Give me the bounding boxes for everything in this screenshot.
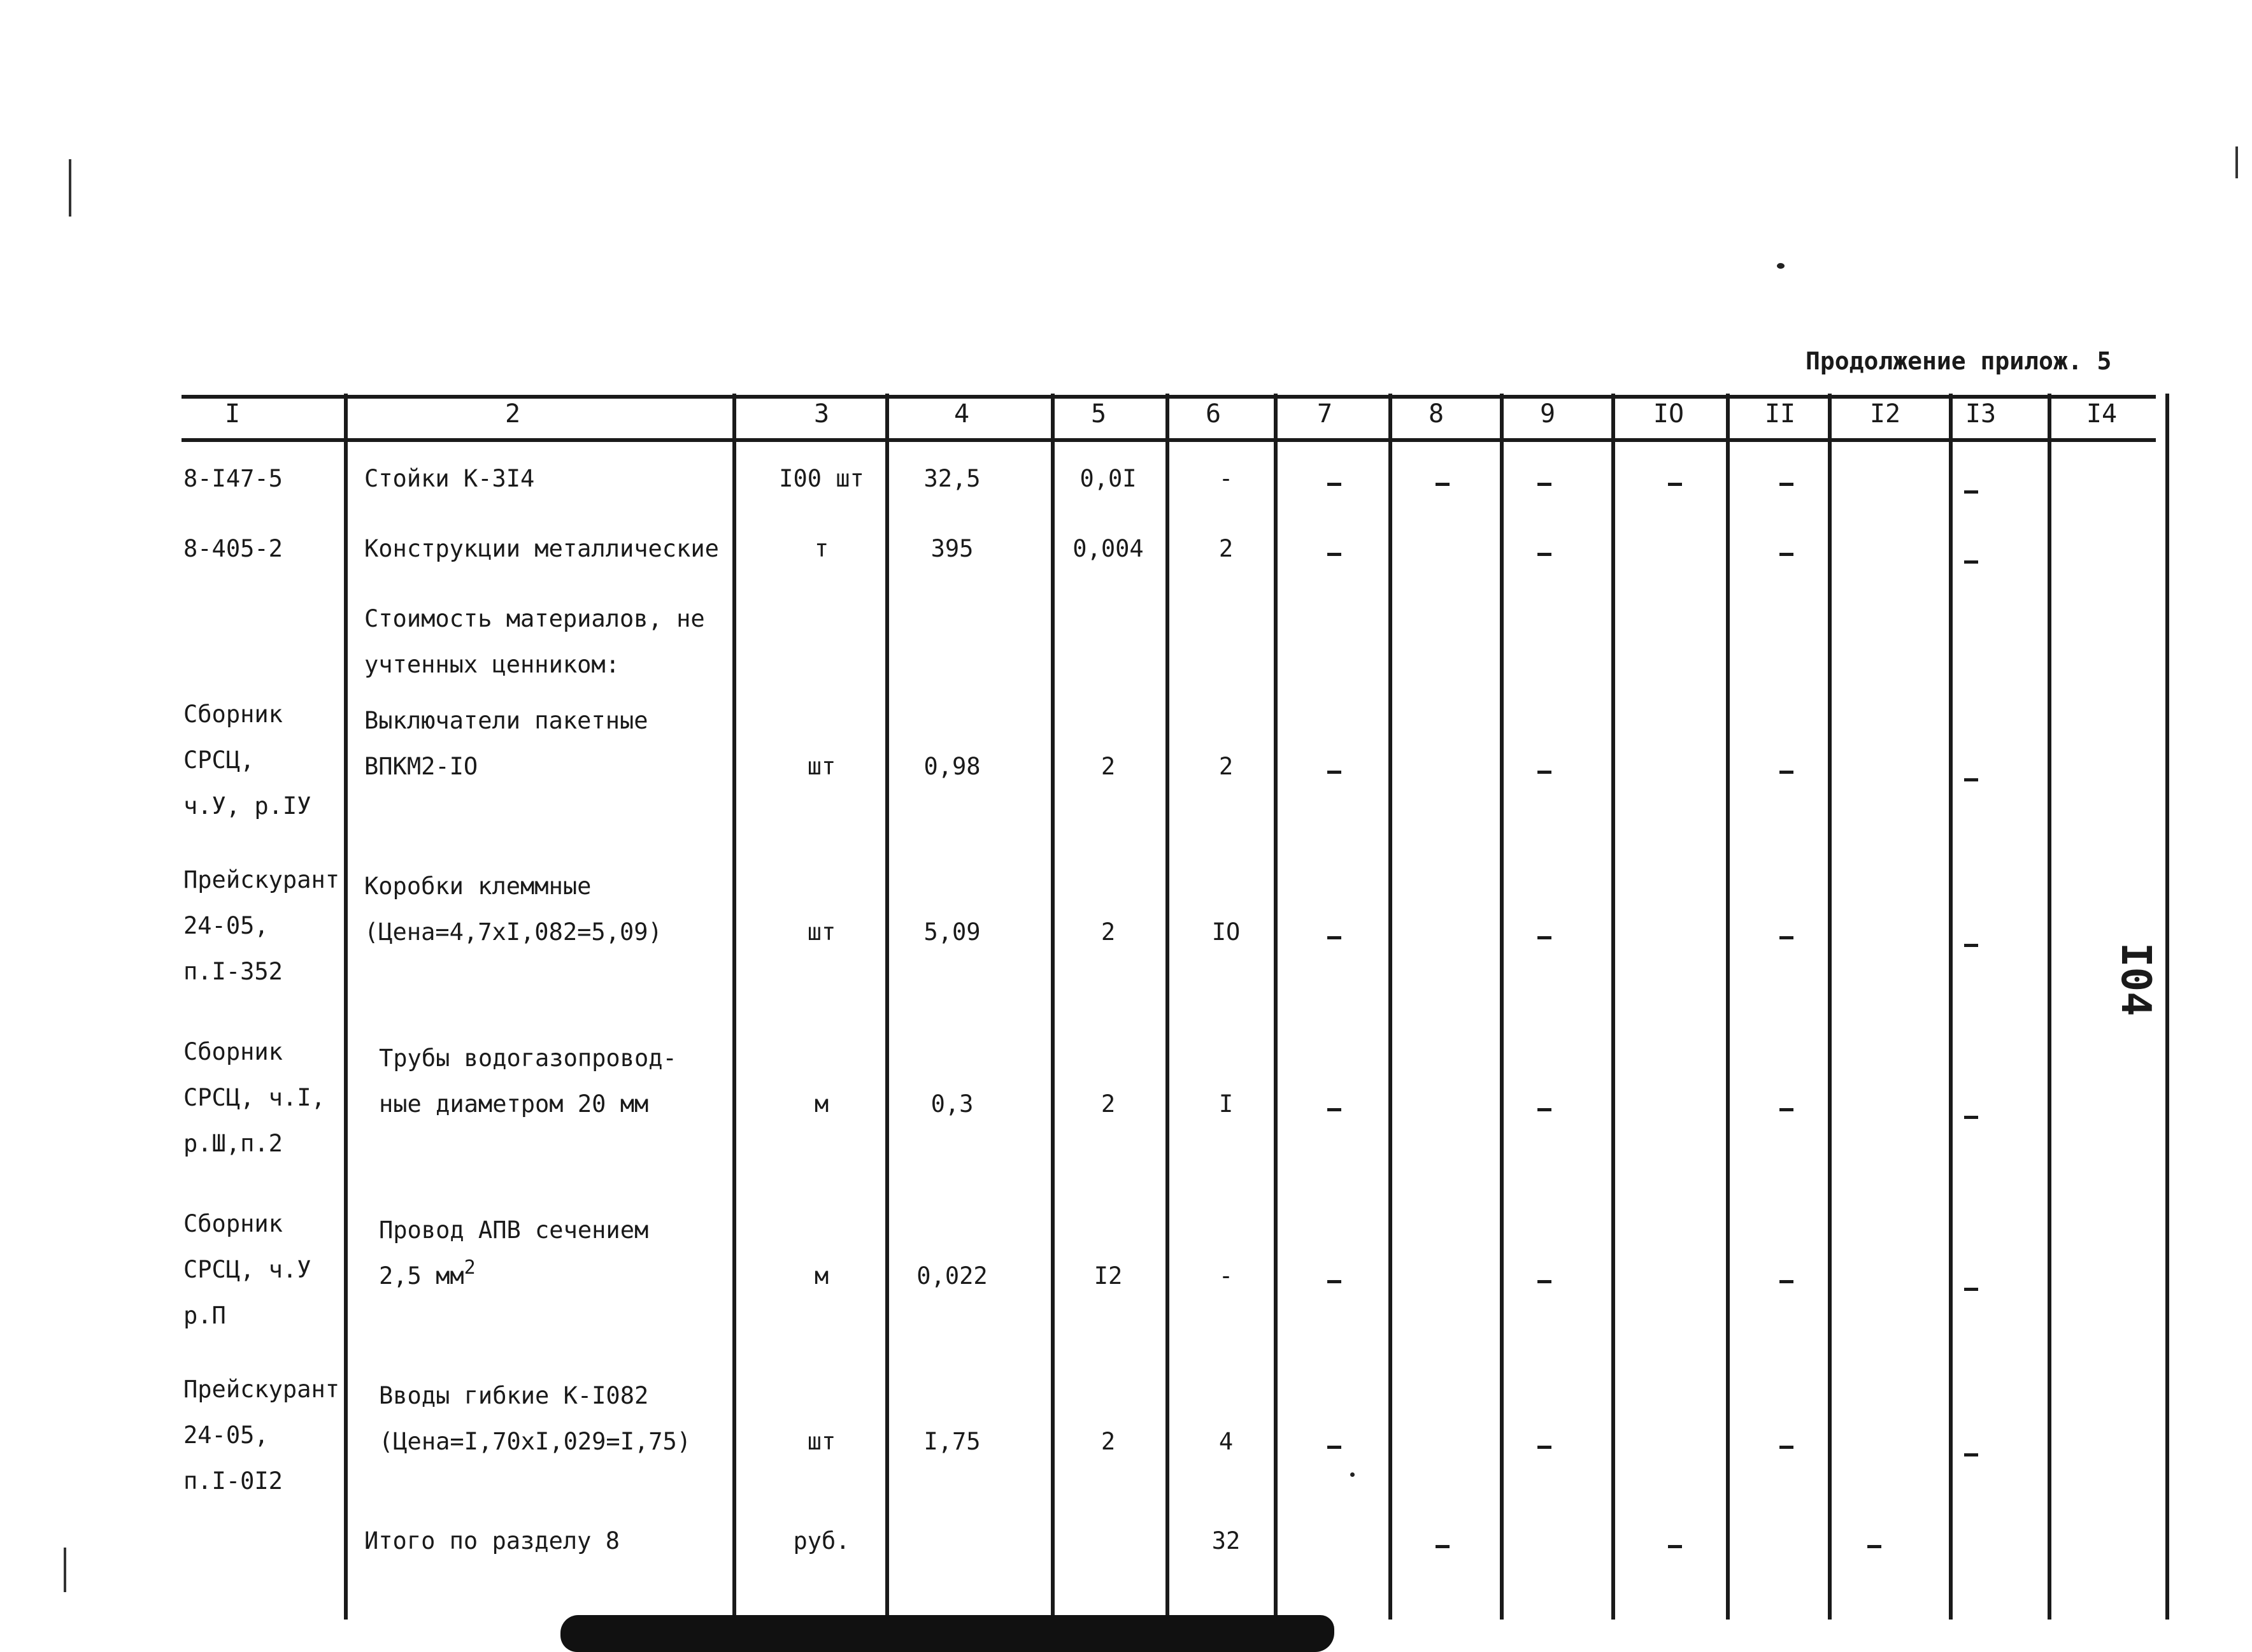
empty-dash	[1327, 553, 1341, 556]
column-header: II	[1764, 399, 1796, 429]
row-name: Провод АПВ сечением	[379, 1216, 649, 1244]
empty-dash	[1327, 1280, 1341, 1283]
row-name: учтенных ценником:	[364, 651, 620, 678]
column-rule	[732, 394, 736, 1620]
empty-dash	[1779, 936, 1793, 939]
row-name: Трубы водогазопровод-	[379, 1044, 677, 1072]
column-header: 2	[504, 399, 521, 429]
empty-dash	[1779, 1446, 1793, 1449]
empty-dash	[1964, 1116, 1978, 1119]
page-number: I04	[2112, 943, 2159, 1016]
row-unit: т	[814, 535, 829, 562]
column-rule	[1611, 394, 1615, 1620]
row-code: СРСЦ, ч.У	[183, 1256, 311, 1283]
column-rule	[2165, 394, 2169, 1620]
row-price: 5,09	[923, 918, 981, 946]
row-code: Сборник	[183, 701, 283, 728]
column-rule	[2048, 394, 2051, 1620]
row-code: СРСЦ,	[183, 746, 255, 774]
row-code: р.Ш,п.2	[183, 1130, 283, 1157]
row-c6: I	[1218, 1090, 1234, 1118]
row-c6: IO	[1211, 918, 1241, 946]
column-rule	[1388, 394, 1392, 1620]
empty-dash	[1867, 1545, 1881, 1548]
column-rule	[1726, 394, 1730, 1620]
column-header: I2	[1869, 399, 1901, 429]
column-header: 7	[1316, 399, 1333, 429]
row-name: ные диаметром 20 мм	[379, 1090, 649, 1118]
row-c5: 2	[1101, 1090, 1116, 1118]
row-c6: 2	[1218, 535, 1234, 562]
column-rule	[1500, 394, 1504, 1620]
row-name: Стоимость материалов, не	[364, 605, 705, 632]
row-code: р.П	[183, 1302, 226, 1329]
row-c6: -	[1218, 465, 1234, 492]
row-c5: 2	[1101, 1428, 1116, 1455]
page-title: Продолжение прилож. 5	[1806, 347, 2112, 375]
row-code: 24-05,	[183, 1421, 269, 1449]
empty-dash	[1964, 1288, 1978, 1291]
column-header: 8	[1428, 399, 1444, 429]
empty-dash	[1779, 1108, 1793, 1111]
column-rule	[1949, 394, 1953, 1620]
row-name: (Цена=I,70хI,029=I,75)	[379, 1428, 692, 1455]
empty-dash	[1668, 483, 1682, 486]
empty-dash	[1964, 560, 1978, 564]
scan-speck	[1350, 1472, 1355, 1477]
scan-speck	[1777, 263, 1785, 269]
empty-dash	[1436, 1545, 1450, 1548]
column-rule	[885, 394, 889, 1620]
column-rule	[1274, 394, 1278, 1620]
empty-dash	[1537, 1446, 1551, 1449]
row-name: Вводы гибкие К-I082	[379, 1382, 649, 1409]
row-code: Сборник	[183, 1210, 283, 1237]
column-header: I3	[1965, 399, 1997, 429]
empty-dash	[1537, 1108, 1551, 1111]
column-header: IO	[1653, 399, 1685, 429]
row-c5: 0,0I	[1080, 465, 1137, 492]
column-header: 5	[1090, 399, 1107, 429]
empty-dash	[1779, 1280, 1793, 1283]
column-rule	[1165, 394, 1169, 1620]
row-c6: 4	[1218, 1428, 1234, 1455]
row-c5: 0,004	[1073, 535, 1144, 562]
column-header: I	[224, 399, 241, 429]
row-price: 0,022	[916, 1262, 988, 1290]
row-unit: шт	[807, 918, 836, 946]
row-code: СРСЦ, ч.I,	[183, 1084, 325, 1111]
empty-dash	[1668, 1545, 1682, 1548]
row-c5: 2	[1101, 918, 1116, 946]
scan-mark	[64, 1548, 66, 1592]
row-price: 0,3	[930, 1090, 974, 1118]
row-unit: шт	[807, 753, 836, 780]
row-c6: 32	[1211, 1527, 1241, 1555]
empty-dash	[1537, 483, 1551, 486]
column-rule	[344, 394, 348, 1620]
empty-dash	[1537, 771, 1551, 774]
row-code: Сборник	[183, 1038, 283, 1065]
empty-dash	[1436, 483, 1450, 486]
row-name: ВПКМ2-IO	[364, 753, 478, 780]
column-header: 4	[953, 399, 970, 429]
empty-dash	[1964, 1453, 1978, 1456]
scan-blot	[560, 1615, 1334, 1652]
row-name: Конструкции металлические	[364, 535, 719, 562]
row-name: Стойки К-3I4	[364, 465, 535, 492]
row-unit: м	[814, 1090, 829, 1118]
row-code: п.I-352	[183, 958, 283, 985]
empty-dash	[1964, 944, 1978, 947]
empty-dash	[1537, 553, 1551, 556]
column-rule	[1051, 394, 1055, 1620]
row-c5: I2	[1094, 1262, 1123, 1290]
empty-dash	[1327, 1446, 1341, 1449]
row-c5: 2	[1101, 753, 1116, 780]
empty-dash	[1327, 771, 1341, 774]
row-price: 0,98	[923, 753, 981, 780]
row-name: 2,5 $мм^2$	[379, 1257, 476, 1290]
row-code: Прейскурант	[183, 1376, 340, 1403]
row-c6: 2	[1218, 753, 1234, 780]
column-rule	[1828, 394, 1832, 1620]
column-header: I4	[2086, 399, 2118, 429]
row-code: 8-I47-5	[183, 465, 283, 492]
row-name: Коробки клеммные	[364, 872, 592, 900]
scan-mark	[2235, 146, 2238, 178]
row-unit: I00 шт	[779, 465, 864, 492]
empty-dash	[1779, 483, 1793, 486]
row-unit: шт	[807, 1428, 836, 1455]
column-header: 6	[1205, 399, 1222, 429]
row-code: ч.У, р.IУ	[183, 792, 311, 820]
row-price: 32,5	[923, 465, 981, 492]
empty-dash	[1327, 936, 1341, 939]
row-code: 24-05,	[183, 912, 269, 939]
row-name: Итого по разделу 8	[364, 1527, 620, 1555]
row-code: Прейскурант	[183, 866, 340, 894]
empty-dash	[1964, 778, 1978, 781]
row-unit: руб.	[793, 1527, 850, 1555]
empty-dash	[1779, 771, 1793, 774]
empty-dash	[1537, 936, 1551, 939]
row-name: (Цена=4,7хI,082=5,09)	[364, 918, 662, 946]
row-code: п.I-0I2	[183, 1467, 283, 1495]
column-header: 3	[813, 399, 830, 429]
row-price: I,75	[923, 1428, 981, 1455]
scan-mark	[69, 159, 71, 217]
row-price: 395	[930, 535, 974, 562]
empty-dash	[1327, 483, 1341, 486]
row-name-superscript: 2	[464, 1257, 476, 1279]
empty-dash	[1327, 1108, 1341, 1111]
row-name: Выключатели пакетные	[364, 707, 648, 734]
column-header: 9	[1539, 399, 1556, 429]
row-unit: м	[814, 1262, 829, 1290]
empty-dash	[1779, 553, 1793, 556]
row-c6: -	[1218, 1262, 1234, 1290]
empty-dash	[1537, 1280, 1551, 1283]
empty-dash	[1964, 490, 1978, 494]
row-code: 8-405-2	[183, 535, 283, 562]
